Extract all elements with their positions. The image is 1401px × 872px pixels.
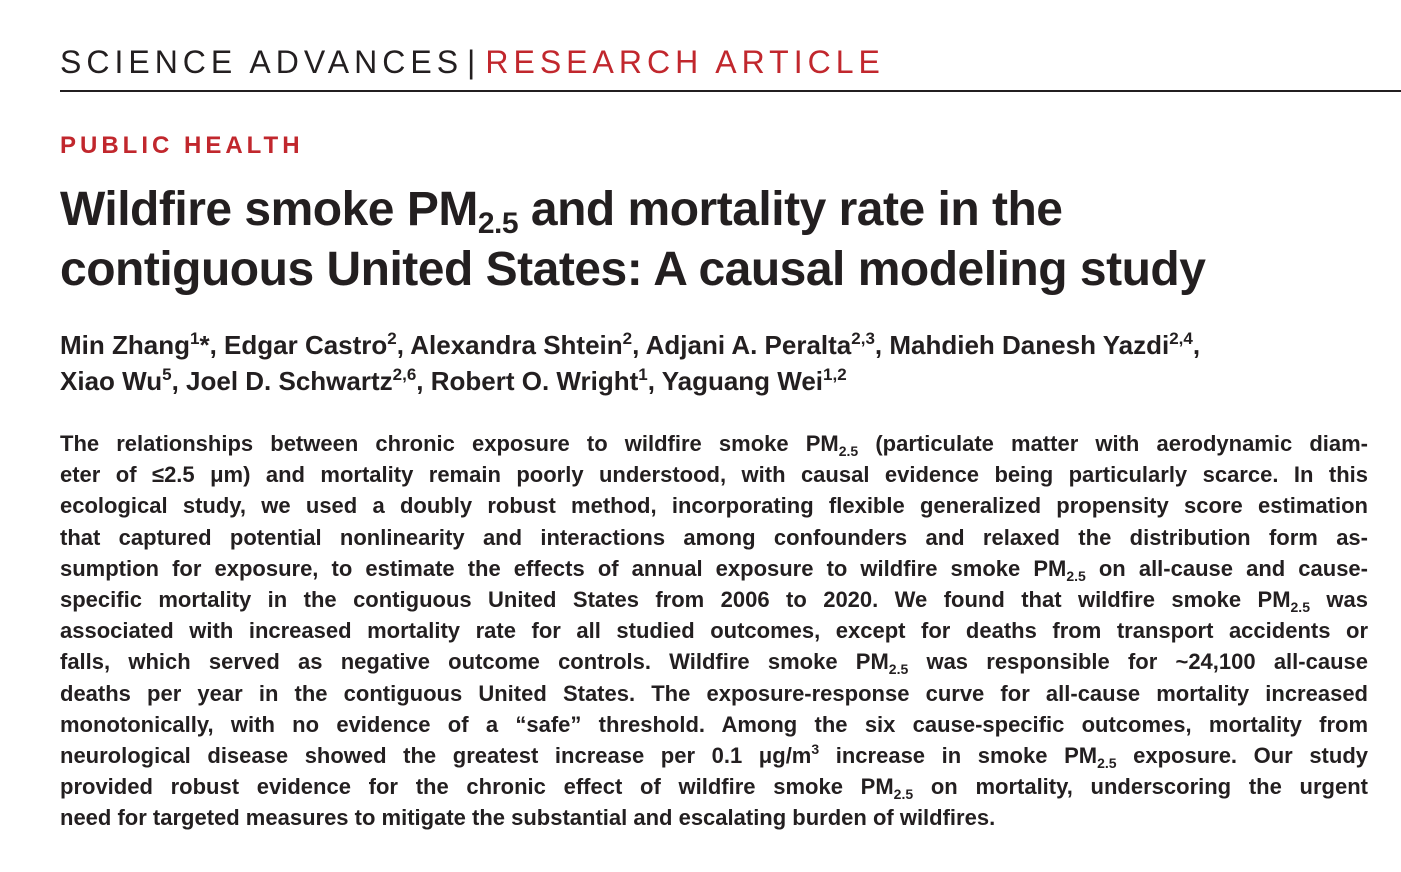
header-rule (60, 90, 1401, 92)
abstract-line: The relationships between chronic exposure to wildfire smoke $PM_{2.5}$ (particulate matter with aerodynamic diam- (60, 431, 1368, 459)
author-line-1: Min Zhang$^1$*, Edgar Castro$^2$, Alexandra Shtein$^2$, Adjani A. Peralta$^{2,3}$, Mahdieh Danesh Yazdi$^{2,4}$, (60, 329, 1201, 360)
abstract-line: provided robust evidence for the chronic effect of wildfire smoke $PM_{2.5}$ on mortality, underscoring the urgent (60, 774, 1368, 803)
author-list (60, 327, 1390, 399)
abstract-line: ecological study, we used a doubly robust method, incorporating flexible generalized propensity score estimation (60, 493, 1368, 519)
title-line-1: Wildfire smoke $PM_{2.5}$ and mortality rate in the (60, 183, 1063, 240)
abstract-line: need for targeted measures to mitigate the substantial and escalating burden of wildfires. (60, 805, 996, 831)
author[interactable]: Alexandra Shtein$^2$ (410, 329, 633, 360)
abstract (60, 428, 1368, 833)
author[interactable]: Min Zhang$^1$ (60, 329, 200, 360)
abstract-line: monotonically, with no evidence of a “safe” threshold. Among the six cause-specific outcomes, mortality from (60, 711, 1368, 737)
masthead-separator: | (467, 44, 476, 80)
abstract-line: specific mortality in the contiguous United States from 2006 to 2020. We found that wildfire smoke $PM_{2.5}$ was (60, 586, 1368, 615)
author-line-2: Xiao Wu$^5$, Joel D. Schwartz$^{2,6}$, Robert O. Wright$^1$, Yaguang Wei$^{1,2}$ (60, 365, 847, 396)
author[interactable]: Mahdieh Danesh Yazdi$^{2,4}$ (889, 329, 1193, 360)
abstract-line: neurological disease showed the greatest increase per 0.1 $\mu g/m^3$ increase in smoke $PM_{2.5}$ exposure. Our study (60, 740, 1368, 771)
article-type: RESEARCH ARTICLE (485, 44, 885, 80)
abstract-line: falls, which served as negative outcome controls. Wildfire smoke $PM_{2.5}$ was responsible for ~24,100 all-cause (60, 649, 1368, 678)
title-line-2: contiguous United States: A causal modeling study (60, 243, 1206, 296)
section-label: PUBLIC HEALTH (60, 132, 304, 159)
author[interactable]: Adjani A. Peralta$^{2,3}$ (645, 329, 875, 360)
abstract-line: sumption for exposure, to estimate the effects of annual exposure to wildfire smoke $PM_{2.5}$ on all-cause and cause- (60, 555, 1368, 584)
author[interactable]: Xiao Wu$^5$ (60, 365, 172, 396)
author[interactable]: Robert O. Wright$^1$ (430, 365, 648, 396)
abstract-line: that captured potential nonlinearity and interactions among confounders and relaxed the distribution form as- (60, 524, 1368, 550)
abstract-line: associated with increased mortality rate for all studied outcomes, except for deaths from transport accidents or (60, 618, 1368, 644)
journal-name: SCIENCE ADVANCES (60, 44, 464, 80)
article-title (60, 180, 1380, 300)
journal-masthead (60, 42, 885, 82)
author[interactable]: Yaguang Wei$^{1,2}$ (661, 365, 847, 396)
abstract-line: eter of ≤2.5 μm) and mortality remain poorly understood, with causal evidence being particularly scarce. In this (60, 462, 1368, 488)
author[interactable]: Joel D. Schwartz$^{2,6}$ (186, 365, 417, 396)
abstract-line: deaths per year in the contiguous United States. The exposure-response curve for all-cause mortality increased (60, 680, 1368, 706)
author[interactable]: Edgar Castro$^2$ (224, 329, 397, 360)
